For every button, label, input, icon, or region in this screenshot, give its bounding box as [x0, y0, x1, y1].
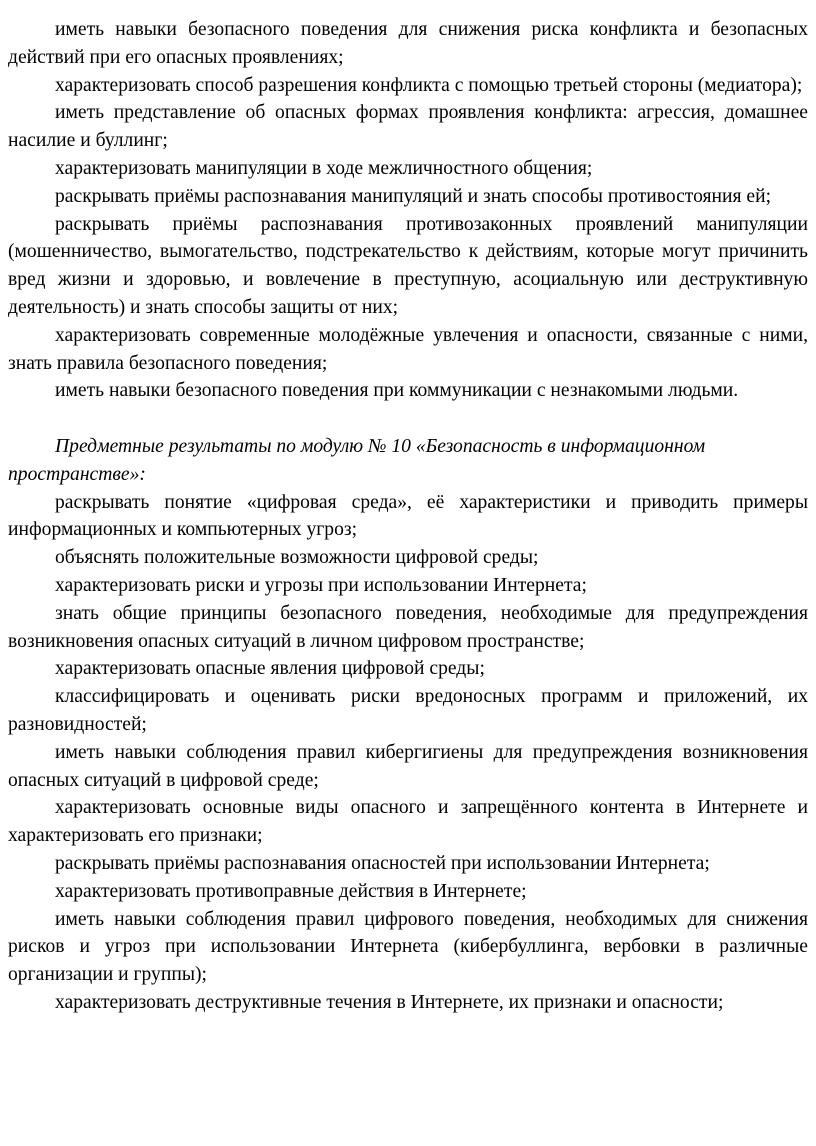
result-item: классифицировать и оценивать риски вредоносных программ и приложений, их разновидностей;: [8, 686, 808, 735]
result-item: иметь представление об опасных формах проявления конфликта: агрессия, домашнее насилие и буллинг;: [8, 102, 808, 152]
result-item: характеризовать опасные явления цифровой среды;: [55, 658, 485, 680]
result-item: иметь навыки безопасного поведения для снижения риска конфликта и безопасных действий при его опасных проявлениях;: [8, 19, 808, 68]
result-item: иметь навыки соблюдения правил кибергигиены для предупреждения возникновения опасных ситуаций в цифровой среде;: [8, 741, 808, 791]
result-item: раскрывать приёмы распознавания манипуляций и знать способы противостояния ей;: [55, 185, 772, 207]
result-item: объяснять положительные возможности цифровой среды;: [55, 547, 539, 569]
result-item: раскрывать приёмы распознавания опасностей при использовании Интернета;: [55, 852, 710, 874]
result-item: характеризовать деструктивные течения в Интернете, их признаки и опасности;: [55, 991, 724, 1013]
result-item: характеризовать современные молодёжные увлечения и опасности, связанные с ними, знать правила безопасного поведения;: [8, 324, 808, 374]
result-item: иметь навыки соблюдения правил цифрового поведения, необходимых для снижения рисков и угроз при использовании Интернета (кибербуллинга, вербовки в различные организации и группы);: [8, 908, 808, 986]
result-item: характеризовать манипуляции в ходе межличностного общения;: [55, 157, 593, 179]
module-heading: Предметные результаты по модулю № 10 «Безопасность в информационном пространстве»:: [8, 435, 706, 485]
result-item: знать общие принципы безопасного поведения, необходимые для предупреждения возникновения опасных ситуаций в личном цифровом пространстве;: [8, 602, 808, 652]
result-item: раскрывать понятие «цифровая среда», её характеристики и приводить примеры информационных и компьютерных угроз;: [8, 491, 808, 541]
result-item: иметь навыки безопасного поведения при коммуникации с незнакомыми людьми.: [55, 380, 739, 402]
result-item: характеризовать риски и угрозы при использовании Интернета;: [55, 574, 587, 596]
result-item: характеризовать основные виды опасного и запрещённого контента в Интернете и характеризовать его признаки;: [8, 797, 808, 847]
result-item: характеризовать способ разрешения конфликта с помощью третьей стороны (медиатора);: [55, 74, 803, 96]
result-item: раскрывать приёмы распознавания противозаконных проявлений манипуляции (мошенничество, вымогательство, подстрекательство к действиям, которые могут причинить вред жизни и здоровью, и вовлечение в преступную, асоциальную или деструктивную деятельность) и знать способы защиты от них;: [8, 213, 808, 318]
result-item: характеризовать противоправные действия в Интернете;: [55, 880, 527, 902]
paragraph-spacer: [8, 405, 808, 433]
document-page: [8, 16, 808, 1017]
